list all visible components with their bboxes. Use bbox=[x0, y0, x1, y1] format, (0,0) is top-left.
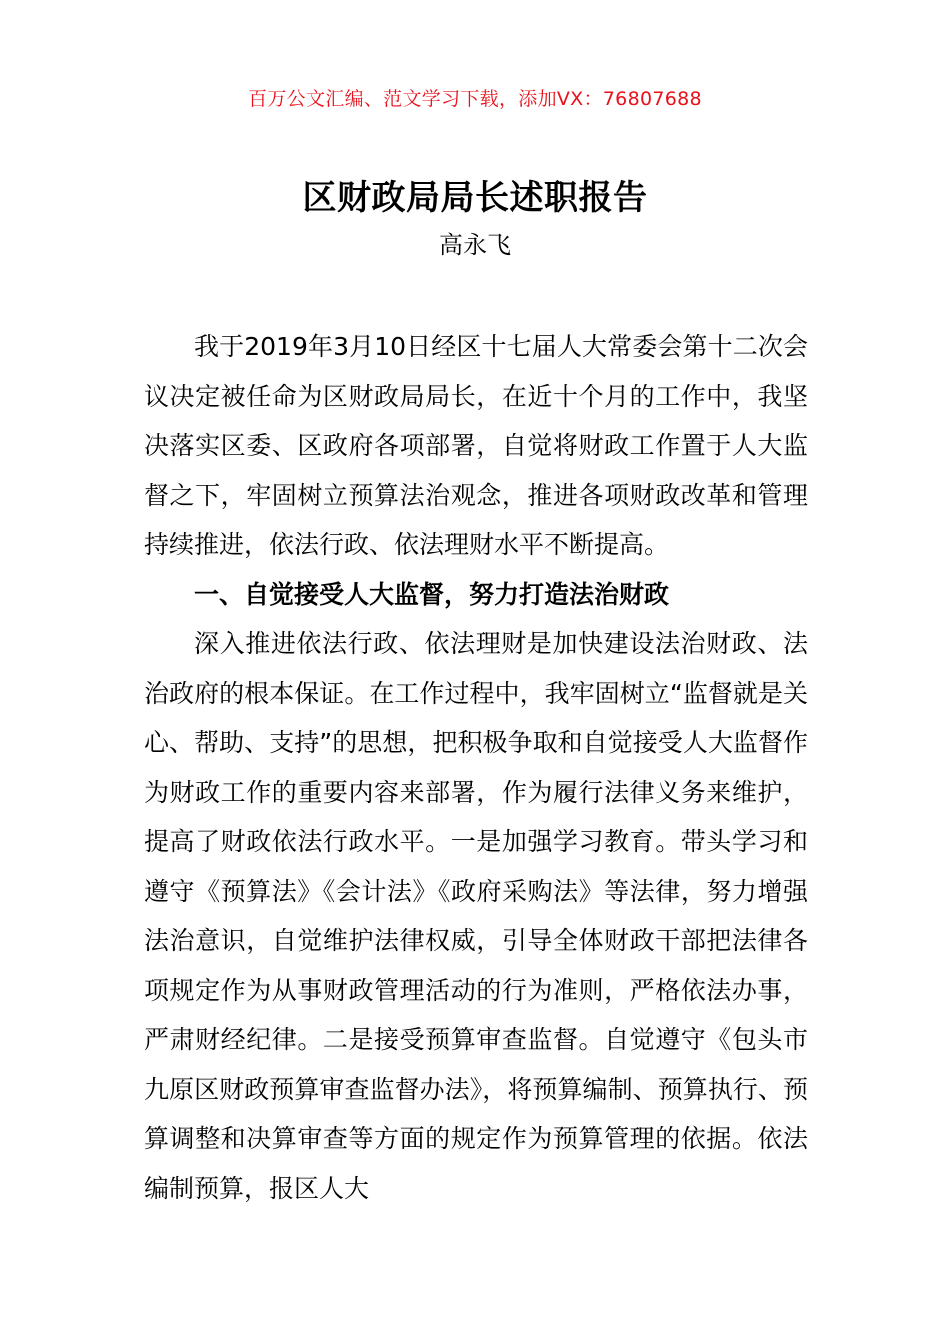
section-heading: 一、自觉接受人大监督，努力打造法治财政 bbox=[194, 579, 670, 609]
document-author: 高永飞 bbox=[439, 231, 511, 259]
watermark-header-note: 百万公文汇编、范文学习下载，添加VX：76807688 bbox=[248, 88, 702, 110]
document-title: 区财政局局长述职报告 bbox=[302, 178, 648, 218]
document-body bbox=[144, 322, 808, 1213]
section-paragraph: 深入推进依法行政、依法理财是加快建设法治财政、法治政府的根本保证。在工作过程中，我牢固树立“监督就是关心、帮助、支持”的思想，把积极争取和自觉接受人大监督作为财政工作的重要内容来部署，作为履行法律义务来维护，提高了财政依法行政水平。一是加强学习教育。带头学习和遵守《预算法》《会计法》《政府采购法》等法律，努力增强法治意识，自觉维护法律权威，引导全体财政干部把法律各项规定作为从事财政管理活动的行为准则，严格依法办事，严肃财经纪律。二是接受预算审查监督。自觉遵守《包头市九原区财政预算审查监督办法》，将预算编制、预算执行、预算调整和决算审查等方面的规定作为预算管理的依据。依法编制预算，报区人大 bbox=[144, 629, 808, 1203]
intro-paragraph: 我于2019年3月10日经区十七届人大常委会第十二次会议决定被任命为区财政局局长，在近十个月的工作中，我坚决落实区委、区政府各项部署，自觉将财政工作置于人大监督之下，牢固树立预算法治观念，推进各项财政改革和管理持续推进，依法行政、依法理财水平不断提高。 bbox=[144, 332, 808, 559]
